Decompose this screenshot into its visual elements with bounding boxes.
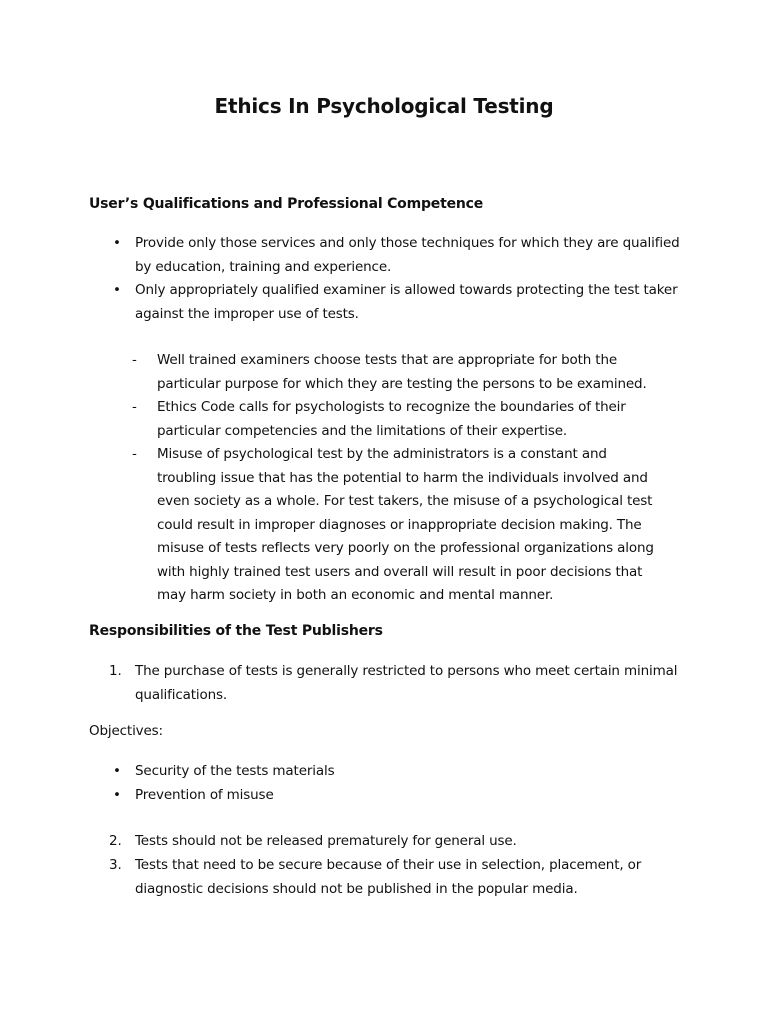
- dash-item: [132, 396, 657, 443]
- section-heading-publishers: Responsibilities of the Test Publishers: [89, 623, 383, 639]
- bullet-text: Security of the tests materials: [135, 763, 335, 779]
- bullet-text: Provide only those services and only those techniques for which they are qualified by education, training and experience.: [135, 235, 680, 275]
- bullet-marker: •: [113, 763, 121, 779]
- numbered-text: Tests should not be released prematurely for general use.: [135, 833, 517, 849]
- numbered-item: [109, 660, 695, 707]
- dash-item: [132, 349, 657, 396]
- bullet-item: [113, 760, 695, 784]
- dash-marker: -: [132, 352, 137, 368]
- section-heading-qualifications: User’s Qualifications and Professional Competence: [89, 196, 484, 212]
- bullet-item: [113, 279, 695, 326]
- number-marker: 3.: [109, 857, 122, 873]
- numbered-text: Tests that need to be secure because of their use in selection, placement, or diagnostic decisions should not be published in the popular media.: [135, 857, 642, 897]
- numbered-item: [109, 830, 695, 854]
- bullet-item: [113, 784, 695, 808]
- numbered-text: The purchase of tests is generally restricted to persons who meet certain minimal qualifications.: [135, 663, 678, 703]
- bullet-text: Only appropriately qualified examiner is allowed towards protecting the test taker against the improper use of tests.: [135, 282, 678, 322]
- bullet-marker: •: [113, 235, 121, 251]
- dash-item: [132, 443, 657, 608]
- dash-text: Ethics Code calls for psychologists to recognize the boundaries of their particular competencies and the limitations of their expertise.: [157, 399, 626, 439]
- numbered-item: [109, 854, 695, 901]
- dash-text: Well trained examiners choose tests that are appropriate for both the particular purpose for which they are testing the persons to be examined.: [157, 352, 647, 392]
- number-marker: 1.: [109, 663, 122, 679]
- bullet-marker: •: [113, 282, 121, 298]
- dash-marker: -: [132, 399, 137, 415]
- bullet-marker: •: [113, 787, 121, 803]
- bullet-item: [113, 232, 695, 279]
- number-marker: 2.: [109, 833, 122, 849]
- document-title: Ethics In Psychological Testing: [214, 94, 554, 118]
- bullet-text: Prevention of misuse: [135, 787, 274, 803]
- objectives-label: Objectives:: [89, 723, 163, 739]
- dash-text: Misuse of psychological test by the administrators is a constant and troubling issue that has the potential to harm the individuals involved and even society as a whole. For test takers, the misuse of a psychological test could result in improper diagnoses or inappropriate decision making. The misuse of tests reflects very poorly on the professional organizations along with highly trained test users and overall will result in poor decisions that may harm society in both an economic and mental manner.: [157, 446, 654, 603]
- dash-marker: -: [132, 446, 137, 462]
